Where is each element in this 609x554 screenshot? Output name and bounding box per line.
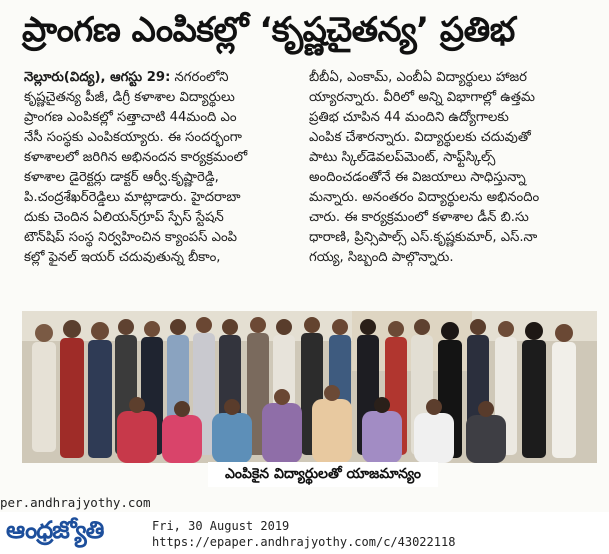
- article-line: ప్రతిభ చూపిన 44 మందిని ఉద్యోగాలకు: [309, 110, 509, 125]
- article-line: య్యారన్నారు. వీరిలో అన్ని విభాగాల్లో ఉత్తమ: [309, 90, 535, 105]
- article-line: పి.చంద్రశేఖర్‌రెడ్డిలు మాట్లాడారు. హైదరాబా: [24, 190, 241, 205]
- article-line: దుకు చెందిన ఏలియన్‌గ్రూప్ స్పేస్ స్టేషన్: [24, 210, 224, 225]
- article-line: గయ్య, సిబ్బంది పాల్గొన్నారు.: [309, 250, 454, 265]
- article-line: కళాశాలలో జరిగిన అభినందన కార్యక్రమంలో: [24, 150, 248, 165]
- article-line: ప్రాంగణ ఎంపికల్లో సత్తాచాటి 44మంది ఎం: [24, 110, 237, 125]
- footer: [0, 512, 609, 554]
- article-line: కృష్ణచైతన్య పీజీ, డిగ్రీ కళాశాల విద్యార్థులు: [24, 90, 235, 105]
- article-column-right: [309, 68, 599, 268]
- headline: ప్రాంగణ ఎంపికల్లో ‘కృష్ణచైతన్య’ ప్రతిభ: [22, 10, 515, 50]
- andhrajyothy-logo: ఆంధ్రజ్యోతి: [6, 516, 104, 544]
- article-line: మన్నారు. అనంతరం విద్యార్థులను అభినందిం: [309, 190, 540, 205]
- group-photo-illustration: [22, 311, 597, 463]
- article-column-left: [24, 68, 296, 268]
- article-line: [24, 68, 296, 88]
- article-line: కల్లో ఫైనల్ ఇయర్ చదువుతున్న బీకాం,: [24, 250, 221, 265]
- source-url: per.andhrajyothy.com: [0, 495, 151, 510]
- article-line: ఎంపిక చేశారన్నారు. విద్యార్థులకు చదువుతో: [309, 130, 531, 145]
- article-line: నేసీ సంస్థకు ఎంపికయ్యారు. ఈ సందర్భంగా: [24, 130, 242, 145]
- article-text: నగరంలోని: [174, 70, 229, 85]
- article-line: అందించడంతోనే ఈ విజయాలు సాధిస్తున్నా: [309, 170, 526, 185]
- photo-caption: ఎంపికైన విద్యార్థులతో యాజమాన్యం: [208, 462, 438, 487]
- group-photo: [22, 311, 597, 463]
- article-line: పాటు స్కిల్‌డెవలప్‌మెంట్, సాఫ్ట్‌స్కిల్స్: [309, 150, 496, 165]
- dateline: నెల్లూరు(విద్య), ఆగస్టు 29:: [24, 70, 171, 85]
- publication-date: Fri, 30 August 2019: [152, 519, 290, 533]
- article-line: టౌన్‌షిప్ సంస్థ నిర్వహించిన క్యాంపస్ ఎంపి: [24, 230, 238, 245]
- article-line: బీబీఏ, ఎంకామ్, ఎంబీఏ విద్యార్థులు హాజర: [309, 70, 527, 85]
- article-line: చారు. ఈ కార్యక్రమంలో కళాశాల డీన్ బి.సు: [309, 210, 529, 225]
- article-line: కళాశాల డైరెక్టర్లు డాక్టర్ ఆర్వీ.కృష్ణారెడ్డి,: [24, 170, 219, 185]
- article-line: ధారాణి, ప్రిన్సిపాల్స్ ఎస్.కృష్ణకుమార్, ఎస్.నా: [309, 230, 538, 245]
- article-url[interactable]: https://epaper.andhrajyothy.com/c/43022118: [152, 535, 456, 549]
